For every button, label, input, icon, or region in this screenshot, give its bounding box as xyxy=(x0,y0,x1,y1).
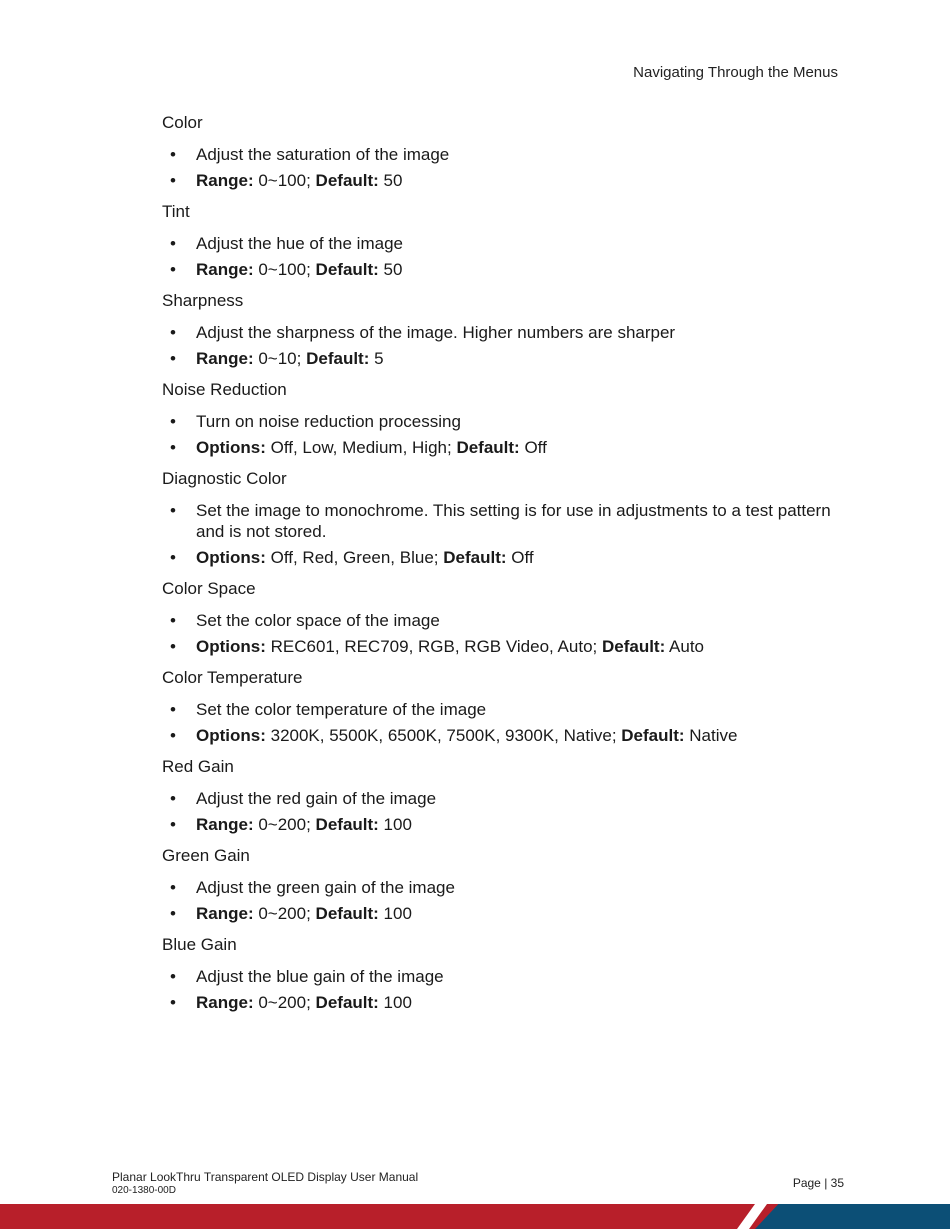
list-item xyxy=(162,992,852,1013)
bullet-icon: • xyxy=(170,993,176,1012)
bullet-list xyxy=(162,233,852,280)
list-item xyxy=(162,170,852,191)
section-title: Color xyxy=(162,113,203,132)
default-key-label: Default: xyxy=(443,548,507,567)
setting-key-label: Range: xyxy=(196,349,254,368)
setting-value: 0~100; xyxy=(253,171,316,190)
settings-section xyxy=(162,379,852,458)
settings-section xyxy=(162,934,852,1013)
setting-key-label: Options: xyxy=(196,637,266,656)
bullet-list xyxy=(162,322,852,369)
setting-value: 0~200; xyxy=(253,993,316,1012)
bullet-icon: • xyxy=(170,234,176,253)
setting-value: Off, Low, Medium, High; xyxy=(265,438,457,457)
default-value: 100 xyxy=(378,904,412,923)
item-description: Set the color temperature of the image xyxy=(196,700,487,719)
list-item xyxy=(162,348,852,369)
default-value: 100 xyxy=(378,993,412,1012)
default-key-label: Default: xyxy=(315,993,379,1012)
default-key-label: Default: xyxy=(306,349,370,368)
bullet-icon: • xyxy=(170,412,176,431)
item-description: Adjust the blue gain of the image xyxy=(196,967,444,986)
setting-value: 0~200; xyxy=(253,904,316,923)
setting-key-label: Range: xyxy=(196,993,254,1012)
item-description: Set the color space of the image xyxy=(196,611,440,630)
setting-key-label: Range: xyxy=(196,904,254,923)
list-item xyxy=(162,699,852,720)
bullet-icon: • xyxy=(170,548,176,567)
settings-section xyxy=(162,201,852,280)
bullet-icon: • xyxy=(170,904,176,923)
footer-manual-title: Planar LookThru Transparent OLED Display User Manual xyxy=(112,1170,419,1184)
footer-bar-blue xyxy=(755,1204,950,1229)
bullet-list xyxy=(162,144,852,191)
page-number: Page | 35 xyxy=(792,1176,844,1190)
bullet-list xyxy=(162,411,852,458)
default-key-label: Default: xyxy=(315,260,379,279)
setting-value: 0~100; xyxy=(253,260,316,279)
setting-key-label: Range: xyxy=(196,260,254,279)
settings-section xyxy=(162,667,852,746)
bullet-icon: • xyxy=(170,349,176,368)
setting-key-label: Range: xyxy=(196,815,254,834)
list-item xyxy=(162,437,852,458)
setting-value: Off, Red, Green, Blue; xyxy=(265,548,444,567)
bullet-icon: • xyxy=(170,611,176,630)
setting-value: REC601, REC709, RGB, RGB Video, Auto; xyxy=(265,637,602,656)
default-value: 50 xyxy=(378,171,403,190)
section-title: Sharpness xyxy=(162,291,244,310)
list-item xyxy=(162,547,852,568)
bullet-icon: • xyxy=(170,260,176,279)
bullet-icon: • xyxy=(170,815,176,834)
list-item xyxy=(162,877,852,898)
bullet-icon: • xyxy=(170,637,176,656)
section-title: Red Gain xyxy=(162,757,234,776)
footer-color-bar xyxy=(0,1204,950,1229)
section-title: Color Temperature xyxy=(162,668,303,687)
list-item xyxy=(162,636,852,657)
setting-key-label: Options: xyxy=(196,726,266,745)
item-description: Adjust the green gain of the image xyxy=(196,878,455,897)
list-item xyxy=(162,322,852,343)
section-title: Tint xyxy=(162,202,190,221)
default-value: 50 xyxy=(378,260,403,279)
settings-section xyxy=(162,112,852,191)
bullet-icon: • xyxy=(170,323,176,342)
item-description: Adjust the red gain of the image xyxy=(196,789,437,808)
bullet-icon: • xyxy=(170,145,176,164)
list-item xyxy=(162,411,852,432)
section-title: Diagnostic Color xyxy=(162,469,287,488)
bullet-list xyxy=(162,877,852,924)
setting-value: 3200K, 5500K, 6500K, 7500K, 9300K, Native; xyxy=(265,726,622,745)
list-item xyxy=(162,144,852,165)
bullet-icon: • xyxy=(170,171,176,190)
section-title: Green Gain xyxy=(162,846,250,865)
item-description: Adjust the hue of the image xyxy=(196,234,403,253)
item-description: Turn on noise reduction processing xyxy=(196,412,461,431)
bullet-list xyxy=(162,699,852,746)
setting-key-label: Range: xyxy=(196,171,254,190)
bullet-list xyxy=(162,788,852,835)
item-description: Adjust the saturation of the image xyxy=(196,145,450,164)
list-item xyxy=(162,500,852,542)
settings-section xyxy=(162,578,852,657)
default-value: Native xyxy=(684,726,738,745)
default-value: Off xyxy=(506,548,534,567)
bullet-icon: • xyxy=(170,438,176,457)
setting-key-label: Options: xyxy=(196,548,266,567)
section-title: Color Space xyxy=(162,579,256,598)
list-item xyxy=(162,814,852,835)
setting-key-label: Options: xyxy=(196,438,266,457)
document-body xyxy=(162,112,852,1023)
list-item xyxy=(162,233,852,254)
default-key-label: Default: xyxy=(315,815,379,834)
list-item xyxy=(162,966,852,987)
bullet-icon: • xyxy=(170,700,176,719)
section-title: Noise Reduction xyxy=(162,380,287,399)
item-description: Set the image to monochrome. This setting is for use in adjustments to a test pattern and is not stored. xyxy=(196,501,831,541)
default-value: 5 xyxy=(369,349,384,368)
item-description: Adjust the sharpness of the image. Higher numbers are sharper xyxy=(196,323,676,342)
list-item xyxy=(162,725,852,746)
setting-value: 0~200; xyxy=(253,815,316,834)
bullet-icon: • xyxy=(170,878,176,897)
section-title: Blue Gain xyxy=(162,935,237,954)
default-key-label: Default: xyxy=(621,726,685,745)
list-item xyxy=(162,903,852,924)
bullet-icon: • xyxy=(170,789,176,808)
list-item xyxy=(162,788,852,809)
list-item xyxy=(162,610,852,631)
default-value: Off xyxy=(519,438,547,457)
footer-document-code: 020-1380-00D xyxy=(112,1185,176,1196)
settings-section xyxy=(162,468,852,568)
footer-info xyxy=(112,1170,418,1197)
default-value: Auto xyxy=(665,637,705,656)
bullet-list xyxy=(162,966,852,1013)
settings-section xyxy=(162,756,852,835)
default-key-label: Default: xyxy=(456,438,520,457)
list-item xyxy=(162,259,852,280)
default-value: 100 xyxy=(378,815,412,834)
default-key-label: Default: xyxy=(601,637,666,656)
running-header: Navigating Through the Menus xyxy=(633,64,838,81)
settings-section xyxy=(162,290,852,369)
bullet-icon: • xyxy=(170,501,176,520)
bullet-list xyxy=(162,610,852,657)
bullet-icon: • xyxy=(170,967,176,986)
settings-section xyxy=(162,845,852,924)
setting-value: 0~10; xyxy=(253,349,307,368)
default-key-label: Default: xyxy=(315,904,379,923)
default-key-label: Default: xyxy=(315,171,379,190)
bullet-icon: • xyxy=(170,726,176,745)
bullet-list xyxy=(162,500,852,568)
